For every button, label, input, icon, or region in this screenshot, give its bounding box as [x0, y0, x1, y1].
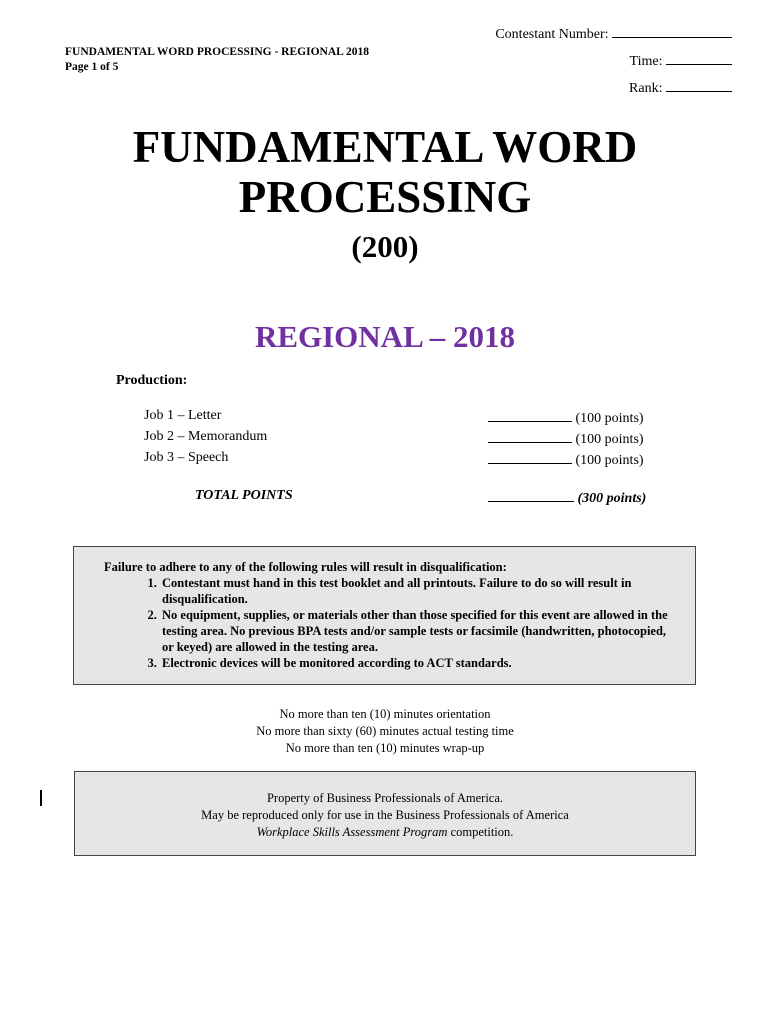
- total-score-blank: [488, 488, 574, 502]
- job-2-score-blank: [488, 429, 572, 443]
- rules-list: [104, 575, 677, 671]
- property-notice-box: [74, 771, 696, 856]
- job-3-points: [488, 450, 644, 469]
- time-label: Time:: [629, 54, 663, 69]
- job-2-label: Job 2 – Memorandum: [144, 429, 268, 444]
- rank-label: Rank:: [629, 81, 663, 96]
- event-title-line2: PROCESSING: [238, 172, 532, 222]
- event-title: [0, 122, 770, 222]
- time-field: [630, 51, 732, 70]
- timing-testing: No more than sixty (60) minutes actual testing time: [256, 724, 514, 738]
- total-points-label: TOTAL POINTS: [195, 488, 293, 503]
- job-1-points: [488, 408, 644, 427]
- job-2-points: [488, 429, 644, 448]
- contestant-number-field: [495, 24, 732, 43]
- wsap-name: Workplace Skills Assessment Program: [256, 825, 448, 839]
- rule-item: 1. Contestant must hand in this test booklet and all printouts. Failure to do so will result in disqualification.: [160, 575, 677, 607]
- job-3-points-text: (100 points): [575, 453, 644, 468]
- job-2-points-text: (100 points): [575, 432, 644, 447]
- event-title-line1: FUNDAMENTAL WORD: [132, 122, 638, 172]
- event-code: (200): [351, 229, 419, 264]
- timing-orientation: No more than ten (10) minutes orientation: [279, 707, 491, 721]
- property-line3-rest: competition.: [447, 825, 514, 839]
- rank-blank: [666, 78, 732, 92]
- text-cursor-mark: [40, 790, 42, 806]
- time-blank: [666, 51, 732, 65]
- document-header: [65, 45, 369, 75]
- regional-heading: REGIONAL – 2018: [254, 319, 516, 354]
- disqualification-rules-box: [73, 546, 696, 685]
- rules-intro: Failure to adhere to any of the following rules will result in disqualification:: [104, 560, 507, 574]
- total-points: [488, 488, 646, 507]
- contestant-number-label: Contestant Number:: [495, 27, 609, 42]
- job-1-score-blank: [488, 408, 572, 422]
- header-doc-title: FUNDAMENTAL WORD PROCESSING - REGIONAL 2018: [65, 46, 370, 58]
- property-line3: [75, 824, 695, 841]
- job-3-label: Job 3 – Speech: [144, 450, 229, 465]
- job-1-label: Job 1 – Letter: [144, 408, 222, 423]
- job-3-score-blank: [488, 450, 572, 464]
- header-page-info: Page 1 of 5: [65, 61, 119, 73]
- total-points-text: (300 points): [577, 491, 647, 506]
- production-label: Production:: [116, 373, 188, 388]
- property-line2: May be reproduced only for use in the Business Professionals of America: [201, 808, 569, 822]
- job-1-points-text: (100 points): [575, 411, 644, 426]
- property-line1: Property of Business Professionals of America.: [266, 791, 504, 805]
- rank-field: [629, 78, 732, 97]
- timing-wrapup: No more than ten (10) minutes wrap-up: [285, 741, 485, 755]
- rule-item: 2. No equipment, supplies, or materials other than those specified for this event are allowed in the testing area. No previous BPA tests and/or sample tests or facsimile (handwritten, photocopied, or keyed) are allowed in the testing area.: [160, 607, 677, 655]
- timing-info: [0, 706, 770, 757]
- rule-item: 3. Electronic devices will be monitored according to ACT standards.: [160, 655, 677, 671]
- contestant-number-blank: [612, 24, 732, 38]
